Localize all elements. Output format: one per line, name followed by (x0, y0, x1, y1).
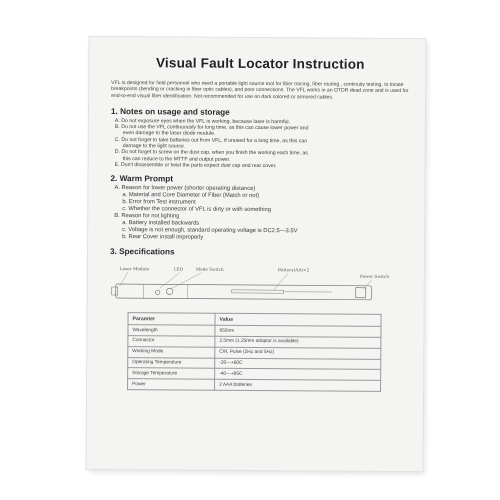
usage-note-d: D. Do not forget to screw on the dust cap, when you finish the working each time, as (114, 149, 308, 157)
power-switch-cap (356, 288, 366, 298)
spec-value: 650nm (215, 325, 381, 337)
label-mode-switch: Mode Switch (195, 266, 224, 273)
prompt-item: a. Battery installed backwards (122, 220, 200, 227)
instruction-sheet (86, 37, 425, 471)
led-indicator (156, 290, 160, 294)
column-header-parameter: Paramter (128, 313, 215, 326)
spec-parameter: Operating Temperature (128, 357, 215, 368)
laser-module-tip (112, 287, 118, 295)
prompt-item: c. Voltage is not enough, standard operating voltage is DC2.5---3.5V (122, 227, 298, 235)
section-specifications-heading: 3. Specifications (109, 247, 175, 257)
spec-parameter: Storage Temperature (128, 368, 215, 379)
usage-note-a: A. Do not exposure eyes when the VFL is working, because laser is harmful. (114, 117, 291, 126)
mode-switch-button (167, 288, 173, 294)
device-body (116, 284, 372, 300)
vfl-device-drawing (110, 262, 408, 310)
spec-parameter: Connector (128, 336, 215, 347)
battery-slot (232, 290, 284, 293)
spec-value: 2.5mm (1.25mm adaptor is available) (215, 336, 381, 348)
table-row (128, 379, 381, 392)
sheet-content (109, 51, 409, 392)
usage-note-b-cont: even damage to the laser diode module. (122, 130, 216, 138)
label-laser-module: Laser Module (119, 266, 150, 272)
prompt-reason-b: B. Reason for not lighting (114, 213, 180, 220)
spec-value: CW, Pulse (2Hz and 5Hz) (215, 347, 381, 359)
spec-parameter: Wavelength (128, 325, 215, 336)
usage-note-c: C. Do not forget to take batteries out from VFL, if unused for a long time, as this can (114, 136, 308, 145)
spec-value: -40---+85C (215, 369, 381, 381)
column-header-value: Value (215, 313, 381, 326)
specifications-table (127, 312, 382, 392)
section-warm-prompt-list (110, 185, 408, 243)
usage-note-b: B. Do not use the VFL continuously for long time, as this can cause lower power and (114, 124, 309, 132)
prompt-item: b. Rear Cover install improperly (122, 234, 204, 241)
section-usage-list (111, 118, 409, 170)
document-title: Visual Fault Locator Instruction (155, 55, 365, 72)
usage-note-d-cont: this can reduce to the MTTF and output power. (122, 155, 231, 163)
section-warm-prompt-heading: 2. Warm Prompt (110, 174, 174, 184)
prompt-item: c. Whether the connector of VFL is dirty or with something (122, 206, 271, 214)
prompt-item: b. Error from Test instrument (122, 199, 196, 206)
spec-value: 2 AAA batteries (215, 379, 381, 391)
usage-note-c-cont: damage to the light source. (122, 143, 186, 150)
intro-paragraph: VFL is designed for field personnel who need a portable light source tool for fiber tracing, fiber routing , continuity testing, to locate breakpoints (bending or cracking in fiber optic cables), and poor connections. The VFL works in an OTDR dead zone and is used for end-to-end visual fiber identification. Not recommended for use on dark colored or armored cables. (111, 79, 409, 101)
label-led: LED (173, 266, 184, 272)
usage-note-e: E. Don't disassemble or twist the parts expect dust cap and rear cover. (114, 161, 277, 170)
prompt-reason-a: A. Reason for lower power (shorter operating distance) (114, 185, 256, 193)
section-usage-heading: 1. Notes on usage and storage (110, 106, 230, 117)
vfl-device-diagram (110, 262, 408, 310)
label-power-switch: Power Switch (359, 273, 389, 280)
spec-value: -20---+60C (215, 358, 381, 370)
spec-parameter: Working Mode (128, 346, 215, 357)
prompt-item: a. Material and Core Diameter of Fiber (Match or not) (122, 192, 260, 200)
label-battery: Battery(AA)×2 (277, 267, 310, 273)
spec-parameter: Power (128, 379, 215, 390)
